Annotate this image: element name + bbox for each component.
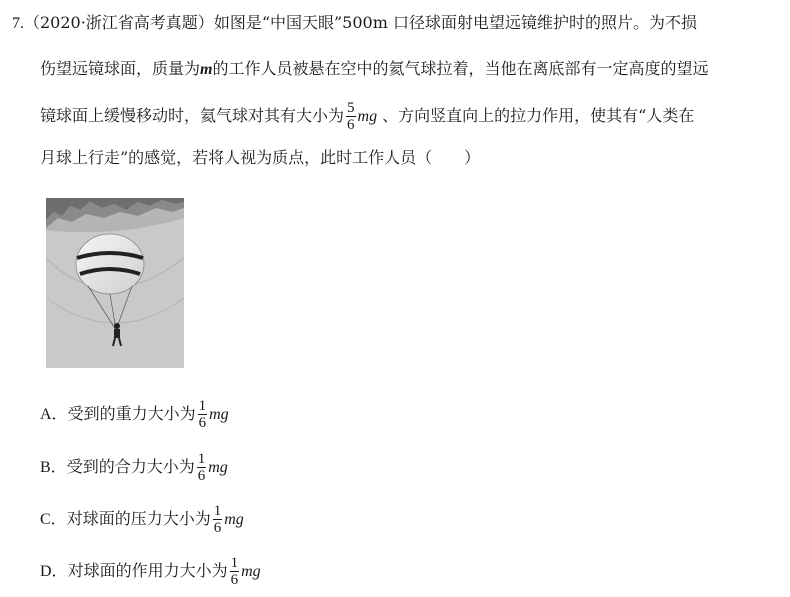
option-b[interactable] xyxy=(40,451,228,484)
question-line-3 xyxy=(40,100,694,133)
question-line-2 xyxy=(40,58,708,81)
option-d[interactable] xyxy=(40,555,261,588)
option-a-text: 受到的重力大小为 xyxy=(67,404,196,423)
option-c-numerator: 1 xyxy=(213,503,222,519)
option-b-unit: mg xyxy=(208,459,228,476)
question-line-1 xyxy=(12,12,697,35)
option-d-unit: mg xyxy=(241,563,261,580)
option-c[interactable] xyxy=(40,503,244,536)
option-d-denominator: 6 xyxy=(230,572,239,588)
question-text-line1: 如图是“中国天眼”500m 口径球面射电望远镜维护时的照片。为不损 xyxy=(213,13,697,32)
fraction-denominator: 6 xyxy=(347,117,355,133)
option-c-denominator: 6 xyxy=(213,520,222,536)
question-text-line3-pre: 镜球面上缓慢移动时，氦气球对其有大小为 xyxy=(40,106,345,125)
option-d-numerator: 1 xyxy=(230,555,239,571)
option-b-text: 受到的合力大小为 xyxy=(66,457,195,476)
fraction-numerator: 5 xyxy=(347,100,355,116)
mass-variable: m xyxy=(200,61,213,78)
option-a-label: A． xyxy=(40,406,68,423)
balloon-photo-image xyxy=(46,198,184,368)
option-a-denominator: 6 xyxy=(198,415,207,431)
option-d-text: 对球面的作用力大小为 xyxy=(67,561,228,580)
question-number: 7. xyxy=(12,15,24,32)
question-text-line2-pre: 伤望远镜球面，质量为 xyxy=(40,59,201,78)
question-text-line4: 月球上行走”的感觉，若将人视为质点，此时工作人员（ ） xyxy=(40,148,481,167)
option-a[interactable] xyxy=(40,398,229,431)
option-a-unit: mg xyxy=(209,406,229,423)
option-b-denominator: 6 xyxy=(197,468,206,484)
option-c-unit: mg xyxy=(224,511,244,528)
option-a-numerator: 1 xyxy=(198,398,207,414)
option-d-fraction xyxy=(230,555,240,588)
fraction-five-sixths xyxy=(346,100,356,133)
option-b-fraction xyxy=(197,451,207,484)
option-c-fraction xyxy=(213,503,223,536)
question-line-4 xyxy=(40,147,480,169)
option-b-numerator: 1 xyxy=(197,451,206,467)
option-b-label: B． xyxy=(40,459,67,476)
question-source: （2020·浙江省高考真题） xyxy=(24,13,214,32)
option-a-fraction xyxy=(198,398,208,431)
option-c-text: 对球面的压力大小为 xyxy=(66,509,211,528)
mg-unit: mg xyxy=(357,108,378,125)
option-d-label: D． xyxy=(40,563,68,580)
option-c-label: C． xyxy=(40,511,67,528)
question-text-line3-post: 、方向竖直向上的拉力作用，使其有“人类在 xyxy=(382,106,695,125)
question-text-line2-post: 的工作人员被悬在空中的氦气球拉着，当他在离底部有一定高度的望远 xyxy=(212,59,709,78)
balloon-photo xyxy=(46,198,184,368)
